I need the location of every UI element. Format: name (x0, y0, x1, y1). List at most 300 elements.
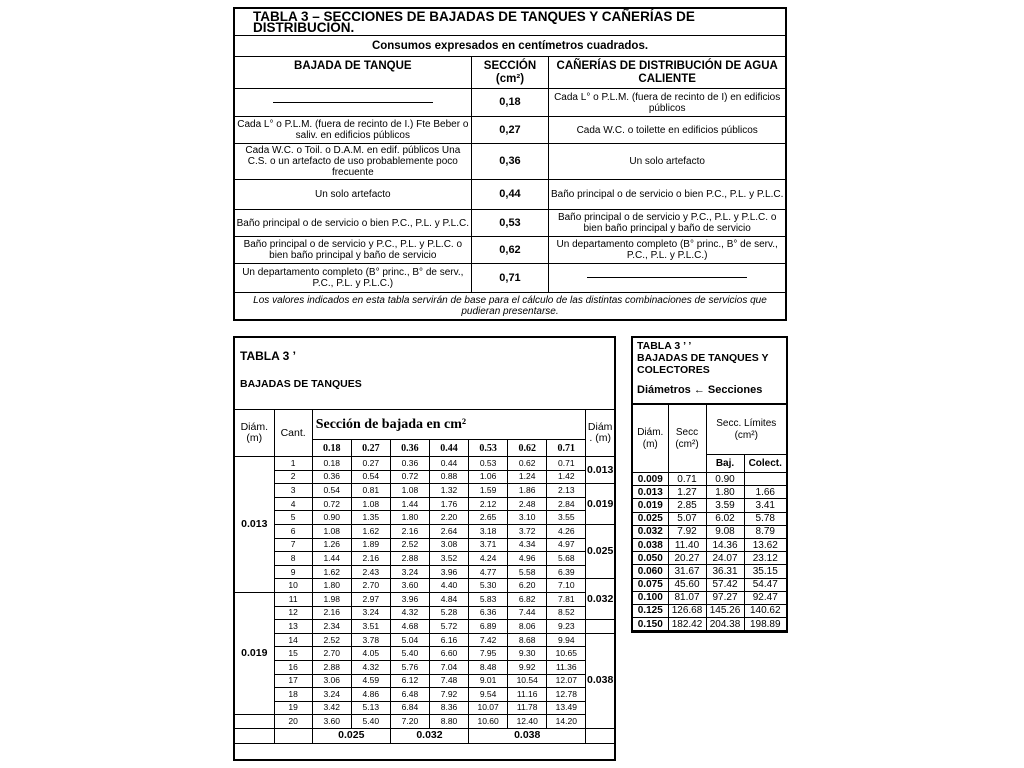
seccion-value-cell: 1.98 (312, 592, 351, 606)
seccion-value-cell: 4.84 (429, 592, 468, 606)
seccion-value-cell: 8.48 (469, 660, 508, 674)
tabla-3-row (234, 144, 786, 180)
table-row (235, 674, 614, 688)
caneria-cell: Baño principal o de servicio o bien P.C., P.L. y P.L.C. (549, 180, 786, 210)
pp-baj-cell: 57.42 (706, 578, 744, 591)
seccion-value-cell: 11.36 (547, 660, 586, 674)
seccion-value-cell: 10.60 (469, 715, 508, 729)
cant-cell: 4 (274, 497, 312, 511)
table-row (235, 579, 614, 593)
pp-diam-cell: 0.019 (633, 499, 668, 512)
seccion-value-cell: 5.76 (390, 660, 429, 674)
section-col-header: 0.18 (312, 440, 351, 457)
colectores-grid (633, 404, 786, 631)
cant-cell: 19 (274, 701, 312, 715)
seccion-value-cell: 3.24 (390, 565, 429, 579)
seccion-value-cell: 8.68 (508, 633, 547, 647)
header-bajada: BAJADA DE TANQUE (234, 57, 471, 89)
footer-blank (586, 728, 614, 743)
seccion-value-cell: 2.70 (351, 579, 390, 593)
pp-col-colect: Colect. (744, 455, 786, 473)
tabla-3-row (234, 237, 786, 264)
seccion-value-cell: 5.13 (351, 701, 390, 715)
cant-cell: 18 (274, 688, 312, 702)
seccion-value-cell: 0.27 (351, 457, 390, 471)
diam-left-cell: 0.013 (235, 457, 274, 593)
cant-cell: 1 (274, 457, 312, 471)
seccion-value-cell: 7.20 (390, 715, 429, 729)
seccion-value-cell: 2.88 (312, 660, 351, 674)
seccion-value-cell: 0.81 (351, 484, 390, 498)
diam-right-cell: 0.032 (586, 579, 614, 620)
seccion-value-cell: 12.78 (547, 688, 586, 702)
pp-baj-cell: 145.26 (706, 604, 744, 617)
tabla-3-biprima (631, 336, 788, 633)
seccion-value-cell: 4.26 (547, 524, 586, 538)
pp-baj-cell: 97.27 (706, 591, 744, 604)
pp-diam-cell: 0.060 (633, 565, 668, 578)
seccion-cell: 0,27 (471, 117, 549, 144)
seccion-value-cell: 9.54 (469, 688, 508, 702)
seccion-value-cell: 3.55 (547, 511, 586, 525)
pp-secc-cell: 20.27 (668, 552, 706, 565)
cant-cell: 2 (274, 470, 312, 484)
pp-secc-cell: 45.60 (668, 578, 706, 591)
seccion-value-cell: 7.92 (429, 688, 468, 702)
pp-colect-cell: 1.66 (744, 486, 786, 499)
seccion-value-cell: 4.59 (351, 674, 390, 688)
cant-cell: 9 (274, 565, 312, 579)
tabla-3-note: Los valores indicados en esta tabla servirán de base para el cálculo de las distintas combinaciones de servicios que pudieran presentarse. (234, 293, 786, 321)
bajada-cell (234, 89, 471, 117)
seccion-value-cell: 1.08 (312, 524, 351, 538)
seccion-value-cell: 2.34 (312, 620, 351, 634)
cant-cell: 13 (274, 620, 312, 634)
cant-cell: 10 (274, 579, 312, 593)
seccion-value-cell: 3.24 (312, 688, 351, 702)
section-col-header: 0.62 (508, 440, 547, 457)
seccion-value-cell: 2.64 (429, 524, 468, 538)
pp-colect-cell: 54.47 (744, 578, 786, 591)
pp-diam-cell: 0.032 (633, 525, 668, 538)
seccion-value-cell: 1.24 (508, 470, 547, 484)
seccion-value-cell: 4.77 (469, 565, 508, 579)
seccion-cell: 0,53 (471, 210, 549, 237)
tabla-3pp-caption (637, 384, 782, 396)
pp-colect-cell: 3.41 (744, 499, 786, 512)
seccion-value-cell: 6.20 (508, 579, 547, 593)
caption-diametros: Diámetros (637, 384, 691, 396)
bajada-cell: Cada L° o P.L.M. (fuera de recinto de I.) Fte Beber o saliv. en edificios públicos (234, 117, 471, 144)
header-canerias: CAÑERÍAS DE DISTRIBUCIÓN DE AGUA CALIENTE (549, 57, 786, 89)
seccion-value-cell: 1.26 (312, 538, 351, 552)
table-row (235, 647, 614, 661)
diam-left-cell: 0.019 (235, 592, 274, 714)
pp-baj-cell: 204.38 (706, 618, 744, 631)
seccion-value-cell: 9.30 (508, 647, 547, 661)
header-seccion: SECCIÓN (cm²) (471, 57, 549, 89)
seccion-value-cell: 8.52 (547, 606, 586, 620)
seccion-value-cell: 0.18 (312, 457, 351, 471)
seccion-value-cell: 2.16 (312, 606, 351, 620)
seccion-value-cell: 0.44 (429, 457, 468, 471)
pp-baj-cell: 3.59 (706, 499, 744, 512)
seccion-value-cell: 1.76 (429, 497, 468, 511)
tabla-3-row (234, 210, 786, 237)
seccion-value-cell: 0.88 (429, 470, 468, 484)
seccion-value-cell: 1.80 (390, 511, 429, 525)
seccion-value-cell: 6.39 (547, 565, 586, 579)
caneria-cell: Cada W.C. o toilette en edificios públicos (549, 117, 786, 144)
seccion-value-cell: 2.70 (312, 647, 351, 661)
tabla-3-prima (233, 336, 616, 761)
table-row (235, 660, 614, 674)
seccion-value-cell: 2.13 (547, 484, 586, 498)
pp-secc-cell: 182.42 (668, 618, 706, 631)
pp-col-baj: Baj. (706, 455, 744, 473)
seccion-value-cell: 8.80 (429, 715, 468, 729)
seccion-value-cell: 4.05 (351, 647, 390, 661)
seccion-value-cell: 1.89 (351, 538, 390, 552)
pp-secc-cell: 5.07 (668, 512, 706, 525)
pp-colect-cell: 13.62 (744, 538, 786, 551)
seccion-value-cell: 0.54 (351, 470, 390, 484)
seccion-value-cell: 7.42 (469, 633, 508, 647)
seccion-value-cell: 4.97 (547, 538, 586, 552)
seccion-value-cell: 3.72 (508, 524, 547, 538)
pp-secc-cell: 1.27 (668, 486, 706, 499)
seccion-value-cell: 1.62 (351, 524, 390, 538)
seccion-value-cell: 0.72 (390, 470, 429, 484)
section-col-header: 0.36 (390, 440, 429, 457)
seccion-value-cell: 6.60 (429, 647, 468, 661)
seccion-value-cell: 14.20 (547, 715, 586, 729)
pp-secc-cell: 0.71 (668, 473, 706, 486)
pp-baj-cell: 6.02 (706, 512, 744, 525)
seccion-value-cell: 4.24 (469, 552, 508, 566)
seccion-value-cell: 9.23 (547, 620, 586, 634)
seccion-value-cell: 4.68 (390, 620, 429, 634)
seccion-value-cell: 12.07 (547, 674, 586, 688)
seccion-value-cell: 1.08 (351, 497, 390, 511)
table-row (235, 457, 614, 471)
seccion-value-cell: 8.06 (508, 620, 547, 634)
seccion-value-cell: 2.16 (390, 524, 429, 538)
seccion-value-cell: 2.88 (390, 552, 429, 566)
footer-diam: 0.038 (469, 728, 586, 743)
table-row (633, 591, 786, 604)
seccion-header: Sección de bajada en cm² (312, 410, 586, 440)
footer-diam: 0.032 (390, 728, 468, 743)
seccion-value-cell: 6.89 (469, 620, 508, 634)
caption-secciones: Secciones (707, 384, 763, 396)
seccion-value-cell: 11.78 (508, 701, 547, 715)
tabla-3-row (234, 180, 786, 210)
table-row (235, 715, 614, 729)
seccion-value-cell: 6.82 (508, 592, 547, 606)
table-row (235, 470, 614, 484)
seccion-value-cell: 5.83 (469, 592, 508, 606)
pp-baj-cell: 36.31 (706, 565, 744, 578)
pp-secc-cell: 11.40 (668, 538, 706, 551)
seccion-value-cell: 4.86 (351, 688, 390, 702)
seccion-value-cell: 3.71 (469, 538, 508, 552)
tabla-3-row (234, 117, 786, 144)
pp-diam-cell: 0.009 (633, 473, 668, 486)
seccion-value-cell: 0.54 (312, 484, 351, 498)
seccion-value-cell: 3.10 (508, 511, 547, 525)
seccion-value-cell: 0.71 (547, 457, 586, 471)
bajada-cell: Un departamento completo (B° princ., B° de serv., P.C., P.L. y P.L.C.) (234, 264, 471, 293)
tabla-3-row (234, 89, 786, 117)
arrow-left-icon: ← (693, 384, 705, 396)
tabla-3pp-subtitle: BAJADAS DE TANQUES Y COLECTORES (637, 352, 769, 376)
seccion-value-cell: 1.32 (429, 484, 468, 498)
pp-col-secc: Secc (cm²) (668, 405, 706, 473)
tabla-3 (233, 7, 787, 321)
seccion-value-cell: 0.62 (508, 457, 547, 471)
table-row (235, 701, 614, 715)
table-row (633, 578, 786, 591)
seccion-value-cell: 3.08 (429, 538, 468, 552)
seccion-value-cell: 6.48 (390, 688, 429, 702)
seccion-value-cell: 6.16 (429, 633, 468, 647)
seccion-value-cell: 5.58 (508, 565, 547, 579)
cant-cell: 16 (274, 660, 312, 674)
bajada-cell: Un solo artefacto (234, 180, 471, 210)
col-diam-left: Diám. (m) (235, 410, 274, 457)
tabla-3pp-title: TABLA 3 ’ ’ (637, 340, 692, 352)
pp-col-diam: Diám. (m) (633, 405, 668, 473)
pp-diam-cell: 0.125 (633, 604, 668, 617)
diam-right-cell: 0.025 (586, 524, 614, 578)
seccion-value-cell: 2.16 (351, 552, 390, 566)
seccion-value-cell: 3.96 (429, 565, 468, 579)
seccion-value-cell: 2.52 (312, 633, 351, 647)
pp-baj-cell: 9.08 (706, 525, 744, 538)
pp-colect-cell (744, 473, 786, 486)
section-col-header: 0.27 (351, 440, 390, 457)
pp-colect-cell: 5.78 (744, 512, 786, 525)
seccion-value-cell: 6.36 (469, 606, 508, 620)
table-row (235, 524, 614, 538)
seccion-value-cell: 2.97 (351, 592, 390, 606)
seccion-value-cell: 5.30 (469, 579, 508, 593)
seccion-cell: 0,36 (471, 144, 549, 180)
seccion-value-cell: 10.54 (508, 674, 547, 688)
pp-baj-cell: 0.90 (706, 473, 744, 486)
seccion-value-cell: 5.40 (390, 647, 429, 661)
seccion-value-cell: 0.90 (312, 511, 351, 525)
seccion-value-cell: 6.12 (390, 674, 429, 688)
tabla-3pp-header (633, 338, 786, 404)
tabla-3-row (234, 264, 786, 293)
seccion-value-cell: 2.52 (390, 538, 429, 552)
seccion-value-cell: 1.08 (390, 484, 429, 498)
seccion-value-cell: 4.96 (508, 552, 547, 566)
table-row (633, 499, 786, 512)
seccion-cell: 0,62 (471, 237, 549, 264)
caneria-cell: Baño principal o de servicio y P.C., P.L. y P.L.C. o bien baño principal y baño de servicio (549, 210, 786, 237)
caneria-cell (549, 264, 786, 293)
pp-diam-cell: 0.038 (633, 538, 668, 551)
seccion-value-cell: 3.18 (469, 524, 508, 538)
pp-secc-cell: 2.85 (668, 499, 706, 512)
diam-left-cell (235, 715, 274, 729)
seccion-value-cell: 4.32 (390, 606, 429, 620)
seccion-value-cell: 10.07 (469, 701, 508, 715)
pp-diam-cell: 0.075 (633, 578, 668, 591)
seccion-value-cell: 9.92 (508, 660, 547, 674)
cant-cell: 6 (274, 524, 312, 538)
seccion-value-cell: 2.84 (547, 497, 586, 511)
seccion-value-cell: 1.42 (547, 470, 586, 484)
cant-cell: 17 (274, 674, 312, 688)
seccion-cell: 0,18 (471, 89, 549, 117)
seccion-value-cell: 2.48 (508, 497, 547, 511)
cant-cell: 20 (274, 715, 312, 729)
bajada-cell: Cada W.C. o Toil. o D.A.M. en edif. públicos Una C.S. o un artefacto de uso probablemente poco frecuente (234, 144, 471, 180)
seccion-value-cell: 3.24 (351, 606, 390, 620)
col-diam-right: Diám . (m) (586, 410, 614, 457)
pp-colect-cell: 92.47 (744, 591, 786, 604)
dash-line (273, 102, 433, 103)
seccion-value-cell: 8.36 (429, 701, 468, 715)
seccion-value-cell: 0.53 (469, 457, 508, 471)
seccion-value-cell: 5.04 (390, 633, 429, 647)
seccion-value-cell: 7.48 (429, 674, 468, 688)
pp-baj-cell: 24.07 (706, 552, 744, 565)
seccion-value-cell: 2.20 (429, 511, 468, 525)
seccion-value-cell: 7.44 (508, 606, 547, 620)
seccion-value-cell: 5.40 (351, 715, 390, 729)
seccion-value-cell: 9.94 (547, 633, 586, 647)
seccion-value-cell: 3.96 (390, 592, 429, 606)
grid-footer (235, 728, 614, 743)
bajada-cell: Baño principal o de servicio o bien P.C., P.L. y P.L.C. (234, 210, 471, 237)
seccion-value-cell: 7.81 (547, 592, 586, 606)
footer-blank (235, 728, 274, 743)
seccion-value-cell: 3.52 (429, 552, 468, 566)
diam-right-cell: 0.019 (586, 484, 614, 525)
cant-cell: 11 (274, 592, 312, 606)
pp-colect-cell: 8.79 (744, 525, 786, 538)
seccion-value-cell: 1.44 (312, 552, 351, 566)
seccion-value-cell: 11.16 (508, 688, 547, 702)
cant-cell: 12 (274, 606, 312, 620)
table-row (633, 538, 786, 551)
seccion-value-cell: 2.43 (351, 565, 390, 579)
cant-cell: 3 (274, 484, 312, 498)
pp-baj-cell: 1.80 (706, 486, 744, 499)
cant-cell: 14 (274, 633, 312, 647)
cant-cell: 5 (274, 511, 312, 525)
table-row (633, 618, 786, 631)
section-col-header: 0.44 (429, 440, 468, 457)
cant-cell: 7 (274, 538, 312, 552)
tabla-3p-title: TABLA 3 ’ (240, 349, 296, 363)
seccion-value-cell: 4.32 (351, 660, 390, 674)
footer-diam: 0.025 (312, 728, 390, 743)
table-row (235, 552, 614, 566)
bajadas-grid (235, 409, 614, 744)
pp-diam-cell: 0.150 (633, 618, 668, 631)
table-row (235, 688, 614, 702)
pp-secc-cell: 31.67 (668, 565, 706, 578)
table-row (235, 620, 614, 634)
tabla-3-subtitle: Consumos expresados en centímetros cuadrados. (234, 36, 786, 57)
bajada-cell: Baño principal o de servicio y P.C., P.L. y P.L.C. o bien baño principal y baño de servicio (234, 237, 471, 264)
seccion-value-cell: 7.95 (469, 647, 508, 661)
tabla-3p-subtitle: BAJADAS DE TANQUES (240, 378, 362, 390)
seccion-value-cell: 2.65 (469, 511, 508, 525)
table-row (633, 565, 786, 578)
section-col-header: 0.71 (547, 440, 586, 457)
caneria-cell: Cada L° o P.L.M. (fuera de recinto de I) en edificios públicos (549, 89, 786, 117)
table-row (235, 633, 614, 647)
seccion-value-cell: 12.40 (508, 715, 547, 729)
table-row (633, 552, 786, 565)
seccion-value-cell: 4.40 (429, 579, 468, 593)
seccion-value-cell: 5.28 (429, 606, 468, 620)
pp-secc-cell: 7.92 (668, 525, 706, 538)
seccion-value-cell: 3.60 (312, 715, 351, 729)
diam-right-cell: 0.013 (586, 457, 614, 484)
seccion-value-cell: 2.12 (469, 497, 508, 511)
table-row (235, 606, 614, 620)
diam-right-cell (586, 620, 614, 634)
pp-baj-cell: 14.36 (706, 538, 744, 551)
caneria-cell: Un departamento completo (B° princ., B° de serv., P.C., P.L. y P.L.C.) (549, 237, 786, 264)
seccion-value-cell: 6.84 (390, 701, 429, 715)
seccion-value-cell: 1.59 (469, 484, 508, 498)
seccion-value-cell: 0.72 (312, 497, 351, 511)
seccion-value-cell: 1.86 (508, 484, 547, 498)
pp-diam-cell: 0.100 (633, 591, 668, 604)
seccion-value-cell: 5.68 (547, 552, 586, 566)
table-row (235, 565, 614, 579)
table-row (235, 497, 614, 511)
seccion-cell: 0,44 (471, 180, 549, 210)
pp-diam-cell: 0.050 (633, 552, 668, 565)
pp-colect-cell: 198.89 (744, 618, 786, 631)
diam-right-cell: 0.038 (586, 633, 614, 728)
pp-col-limites: Secc. Límites (cm²) (706, 405, 786, 455)
table-row (633, 512, 786, 525)
seccion-cell: 0,71 (471, 264, 549, 293)
seccion-value-cell: 5.72 (429, 620, 468, 634)
table-row (235, 592, 614, 606)
pp-diam-cell: 0.025 (633, 512, 668, 525)
pp-diam-cell: 0.013 (633, 486, 668, 499)
table-row (633, 525, 786, 538)
seccion-value-cell: 7.04 (429, 660, 468, 674)
pp-secc-cell: 126.68 (668, 604, 706, 617)
seccion-value-cell: 4.34 (508, 538, 547, 552)
tabla-3-title: TABLA 3 – SECCIONES DE BAJADAS DE TANQUES Y CAÑERÍAS DE DISTRIBUCIÓN. (234, 8, 786, 36)
col-cant: Cant. (274, 410, 312, 457)
seccion-value-cell: 1.80 (312, 579, 351, 593)
pp-colect-cell: 35.15 (744, 565, 786, 578)
dash-line (587, 277, 747, 278)
seccion-value-cell: 3.51 (351, 620, 390, 634)
table-row (633, 604, 786, 617)
table-row (633, 486, 786, 499)
seccion-value-cell: 1.44 (390, 497, 429, 511)
pp-secc-cell: 81.07 (668, 591, 706, 604)
cant-cell: 8 (274, 552, 312, 566)
seccion-value-cell: 0.36 (312, 470, 351, 484)
